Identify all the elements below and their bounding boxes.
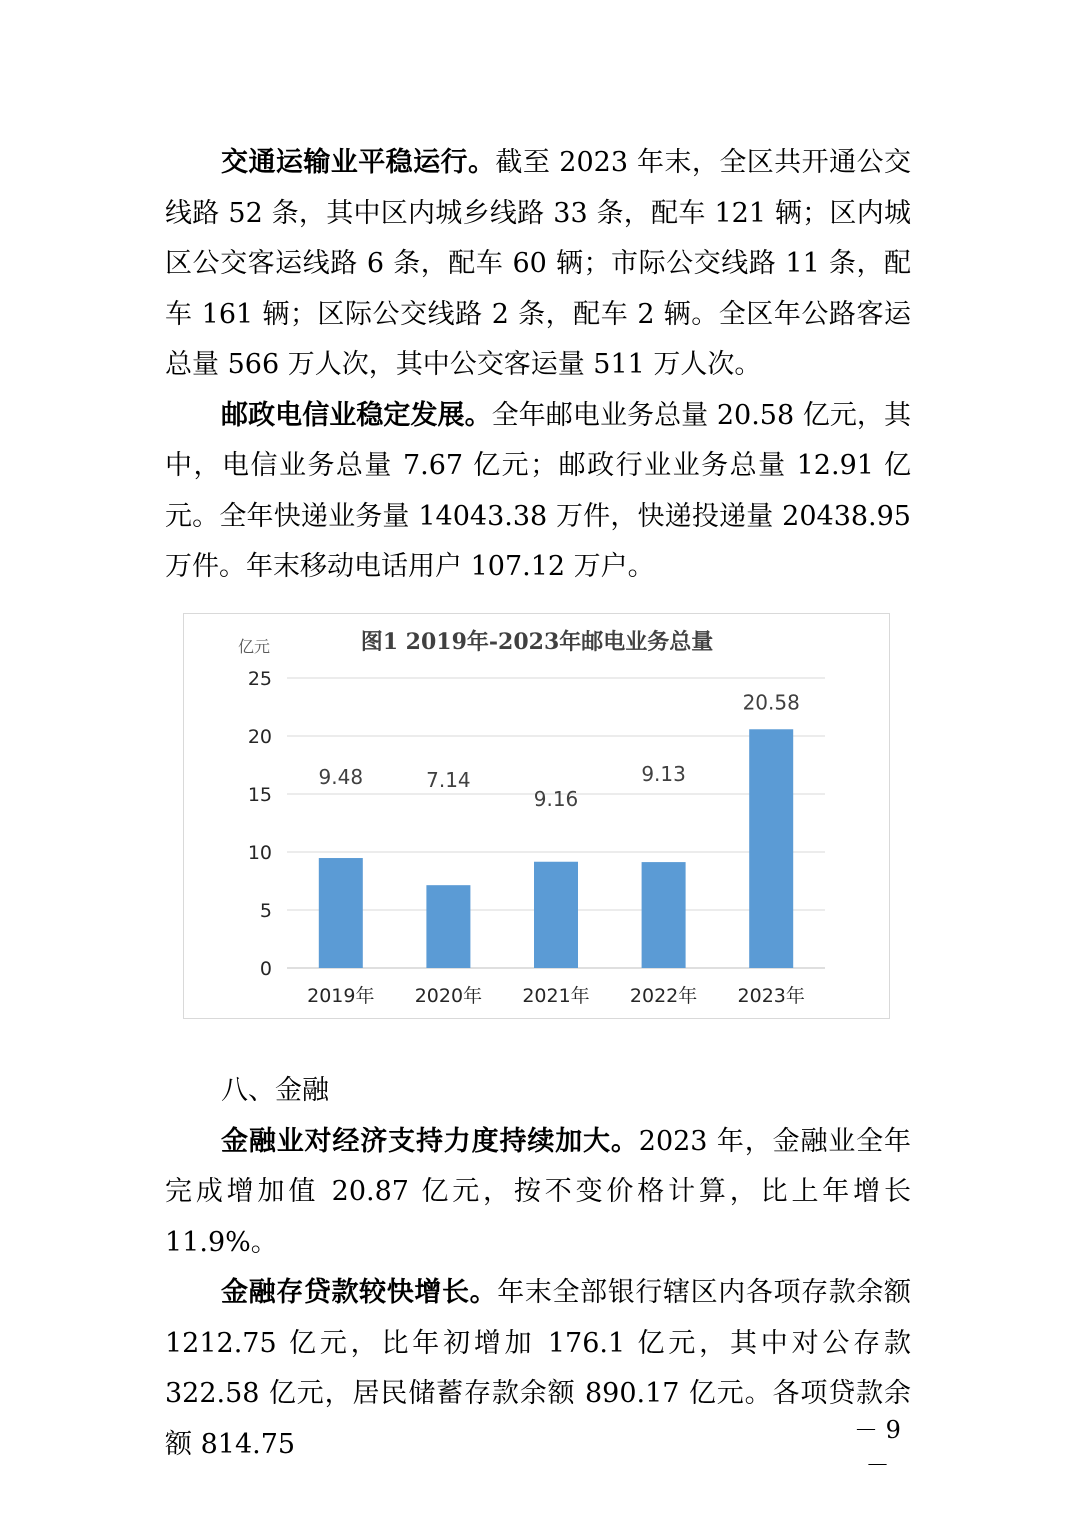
bar-2021年 [534, 862, 578, 968]
bar-2019年 [319, 858, 363, 968]
y-tick-label: 0 [259, 958, 272, 980]
x-category-label: 2021年 [522, 985, 590, 1007]
transport-lead: 交通运输业平稳运行。 [221, 147, 496, 178]
y-tick-label: 25 [247, 668, 272, 690]
y-tick-label: 15 [247, 784, 272, 806]
bar-2023年 [749, 729, 793, 968]
x-category-label: 2022年 [629, 985, 698, 1007]
bar-2020年 [426, 885, 470, 968]
transport-text: 截至 2023 年末，全区共开通公交线路 52 条，其中区内城乡线路 33 条，配车 121 辆；区内城区公交客运线路 6 条，配车 60 辆；市际公交线路 11 条，配车 161 辆；区际公交线路 2 条，配车 2 辆。全区年公路客运总量 566 万人次，其中公交客运量 511 万人次。 [165, 147, 911, 380]
chart-title: 图1 2019年-2023年邮电业务总量 [360, 629, 714, 655]
data-label: 9.48 [318, 765, 364, 789]
deposits-loans-text: 年末全部银行辖区内各项存款余额 1212.75 亿元，比年初增加 176.1 亿元，其中对公存款 322.58 亿元，居民储蓄存款余额 890.17 亿元。各项贷款余额 814.75 [165, 1277, 911, 1460]
x-category-label: 2023年 [737, 985, 805, 1007]
bar-2022年 [642, 862, 686, 968]
bars [319, 729, 793, 968]
deposits-loans-paragraph [165, 1268, 911, 1470]
postal-lead: 邮政电信业稳定发展。 [221, 399, 492, 431]
y-tick-label: 20 [247, 726, 272, 748]
deposits-loans-lead: 金融存贷款较快增长。 [221, 1277, 498, 1308]
postal-text: 全年邮电业务总量 20.58 亿元，其中，电信业务总量 7.67 亿元；邮政行业业务总量 12.91 亿元。全年快递业务量 14043.38 万件，快递投递量 20438.95 万件。年末移动电话用户 107.12 万户。 [165, 399, 911, 582]
y-tick-label: 10 [247, 842, 272, 864]
y-axis-unit-label: 亿元 [237, 637, 271, 656]
section-heading: 八、金融 [221, 1075, 329, 1106]
finance-support-lead: 金融业对经济支持力度持续加大。 [221, 1125, 639, 1157]
transport-paragraph [165, 138, 911, 391]
data-label: 7.14 [426, 768, 471, 792]
x-category-label: 2020年 [414, 985, 483, 1007]
chart-svg [184, 614, 889, 1018]
data-label: 9.16 [533, 787, 579, 811]
finance-support-text: 2023 年，金融业全年完成增加值 20.87 亿元，按不变价格计算，比上年增长 11.9%。 [165, 1125, 912, 1258]
page-number: － 9 － [854, 1416, 901, 1479]
top-text-block [165, 138, 911, 593]
bottom-text-block [165, 1066, 911, 1470]
postal-chart [183, 613, 890, 1019]
data-labels [319, 690, 800, 811]
data-label: 20.58 [742, 690, 800, 715]
y-tick-label: 5 [259, 900, 272, 922]
x-category-label: 2019年 [307, 985, 375, 1007]
finance-support-paragraph [165, 1117, 911, 1269]
postal-paragraph [165, 391, 911, 593]
data-label: 9.13 [641, 762, 686, 786]
x-axis-categories [307, 985, 805, 1007]
y-axis-ticks [248, 668, 272, 980]
